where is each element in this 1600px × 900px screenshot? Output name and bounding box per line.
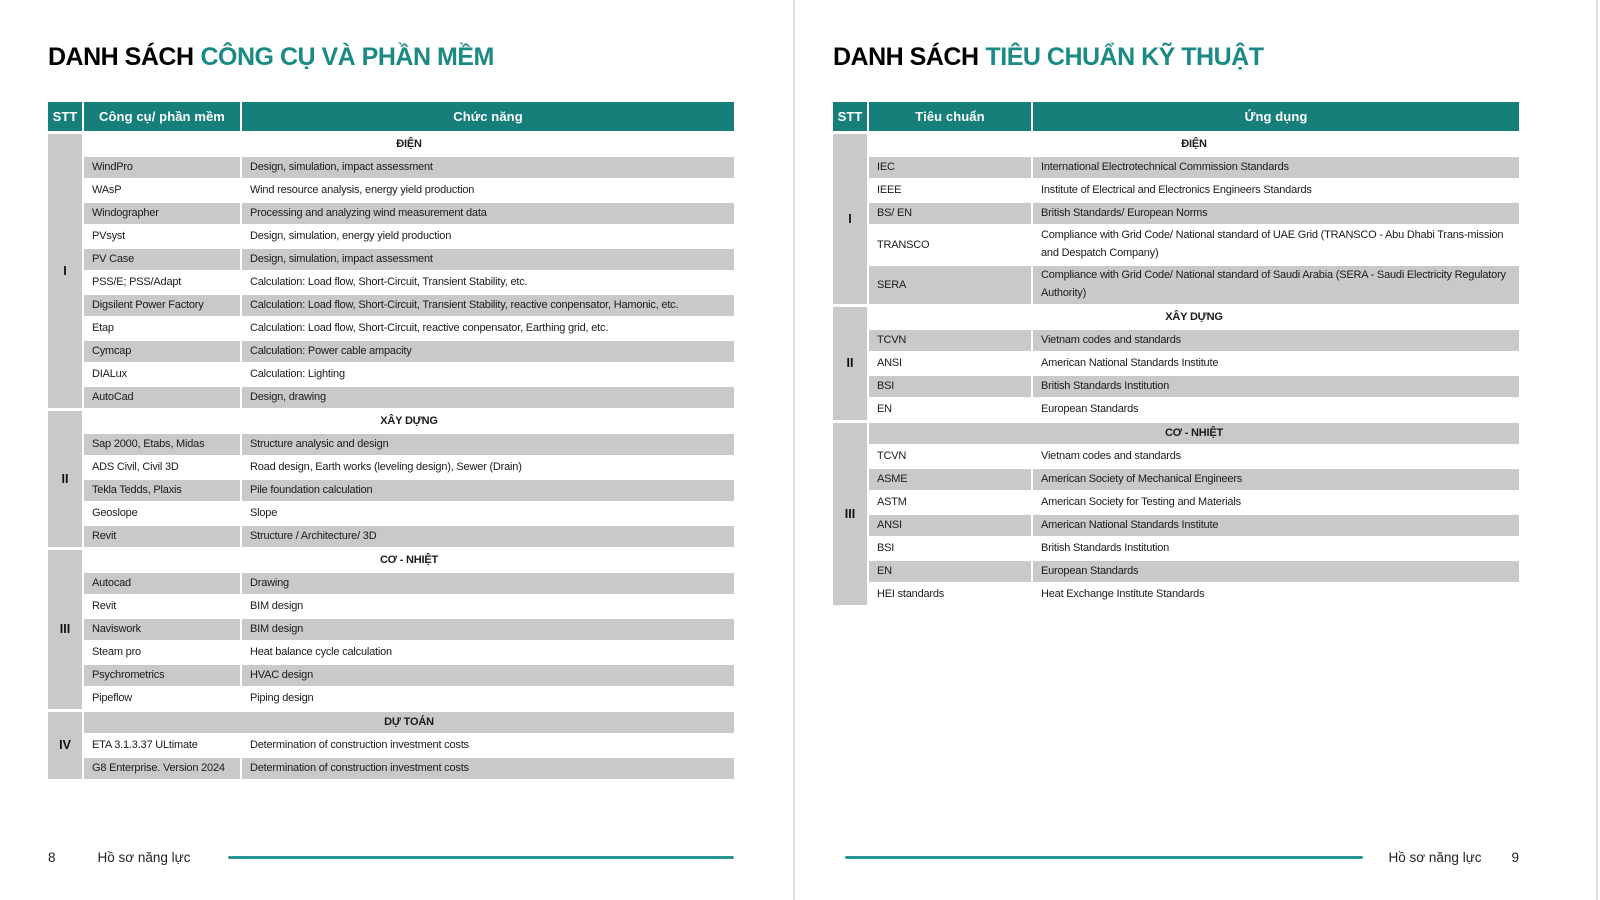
table-row <box>869 515 1519 536</box>
table-header-row <box>48 102 734 131</box>
table-section <box>48 411 734 547</box>
section-rows <box>84 134 734 408</box>
footer <box>845 846 1519 868</box>
table-row <box>869 376 1519 397</box>
page-number: 9 <box>1511 849 1519 865</box>
description-cell: Piping design <box>242 688 734 709</box>
table-row <box>869 226 1519 264</box>
section-title: DỰ TOÁN <box>84 712 734 733</box>
name-cell: PV Case <box>84 249 240 270</box>
table-section <box>833 423 1519 605</box>
description-cell: American National Standards Institute <box>1033 515 1519 536</box>
section-number-cell: III <box>833 423 867 605</box>
table-row <box>84 318 734 339</box>
name-cell: Naviswork <box>84 619 240 640</box>
name-cell: ADS Civil, Civil 3D <box>84 457 240 478</box>
table-row <box>84 180 734 201</box>
name-cell: ANSI <box>869 515 1031 536</box>
description-cell: International Electrotechnical Commission Standards <box>1033 157 1519 178</box>
name-cell: DIALux <box>84 364 240 385</box>
description-cell: Calculation: Load flow, Short-Circuit, Transient Stability, reactive conpensator, Hamonic, etc. <box>242 295 734 316</box>
name-cell: EN <box>869 561 1031 582</box>
title-accent: CÔNG CỤ VÀ PHẦN MỀM <box>200 43 494 71</box>
page-title <box>833 0 1519 72</box>
table-row <box>84 619 734 640</box>
table-section <box>833 134 1519 304</box>
description-cell: European Standards <box>1033 399 1519 420</box>
name-cell: ETA 3.1.3.37 ULtimate <box>84 735 240 756</box>
table-row <box>869 399 1519 420</box>
table-row <box>84 596 734 617</box>
name-cell: TCVN <box>869 330 1031 351</box>
description-cell: HVAC design <box>242 665 734 686</box>
table-row <box>869 446 1519 467</box>
footer-rule <box>228 856 734 859</box>
description-cell: American Society for Testing and Materials <box>1033 492 1519 513</box>
description-cell: Design, simulation, energy yield production <box>242 226 734 247</box>
table-row <box>84 735 734 756</box>
name-cell: WindPro <box>84 157 240 178</box>
table-section <box>48 134 734 408</box>
description-cell: BIM design <box>242 619 734 640</box>
section-header-row <box>84 134 734 155</box>
name-cell: Windographer <box>84 203 240 224</box>
section-title: CƠ - NHIỆT <box>869 423 1519 444</box>
table-row <box>84 272 734 293</box>
table-row <box>84 758 734 779</box>
tools-software-table <box>48 102 734 779</box>
name-cell: AutoCad <box>84 387 240 408</box>
column-header-application: Ứng dụng <box>1033 102 1519 131</box>
name-cell: Pipeflow <box>84 688 240 709</box>
column-header-tool: Công cụ/ phần mềm <box>84 102 240 131</box>
section-header-row <box>869 134 1519 155</box>
page-title <box>48 0 734 72</box>
name-cell: TCVN <box>869 446 1031 467</box>
page-left <box>0 0 793 900</box>
description-cell: Calculation: Lighting <box>242 364 734 385</box>
technical-standards-table <box>833 102 1519 605</box>
table-row <box>869 266 1519 304</box>
description-cell: Structure / Architecture/ 3D <box>242 526 734 547</box>
name-cell: Tekla Tedds, Plaxis <box>84 480 240 501</box>
description-cell: Vietnam codes and standards <box>1033 446 1519 467</box>
section-header-row <box>869 423 1519 444</box>
description-cell: Vietnam codes and standards <box>1033 330 1519 351</box>
name-cell: ASME <box>869 469 1031 490</box>
table-row <box>84 364 734 385</box>
footer <box>48 846 734 868</box>
name-cell: Sap 2000, Etabs, Midas <box>84 434 240 455</box>
section-title: CƠ - NHIỆT <box>84 550 734 571</box>
table-row <box>869 492 1519 513</box>
table-row <box>84 480 734 501</box>
section-rows <box>869 134 1519 304</box>
title-prefix: DANH SÁCH <box>48 43 194 71</box>
section-number-cell: II <box>833 307 867 420</box>
section-title: ĐIỆN <box>84 134 734 155</box>
name-cell: IEEE <box>869 180 1031 201</box>
section-title: ĐIỆN <box>869 134 1519 155</box>
title-accent: TIÊU CHUẨN KỸ THUẬT <box>985 43 1264 71</box>
table-header-row <box>833 102 1519 131</box>
footer-label: Hồ sơ năng lực <box>1388 849 1482 865</box>
section-header-row <box>84 712 734 733</box>
description-cell: Slope <box>242 503 734 524</box>
column-header-standard: Tiêu chuẩn <box>869 102 1031 131</box>
name-cell: Psychrometrics <box>84 665 240 686</box>
column-header-stt: STT <box>833 102 867 131</box>
section-rows <box>84 550 734 709</box>
table-row <box>84 295 734 316</box>
column-header-function: Chức năng <box>242 102 734 131</box>
table-row <box>869 538 1519 559</box>
table-row <box>869 584 1519 605</box>
table-row <box>869 180 1519 201</box>
name-cell: IEC <box>869 157 1031 178</box>
description-cell: Heat Exchange Institute Standards <box>1033 584 1519 605</box>
section-number-cell: IV <box>48 712 82 779</box>
name-cell: Geoslope <box>84 503 240 524</box>
section-rows <box>84 712 734 779</box>
table-row <box>869 330 1519 351</box>
section-title: XÂY DỰNG <box>84 411 734 432</box>
section-rows <box>869 307 1519 420</box>
description-cell: Wind resource analysis, energy yield production <box>242 180 734 201</box>
table-row <box>869 469 1519 490</box>
name-cell: TRANSCO <box>869 226 1031 264</box>
name-cell: Steam pro <box>84 642 240 663</box>
page-left-content <box>48 0 734 779</box>
name-cell: Revit <box>84 526 240 547</box>
page-divider <box>793 0 795 900</box>
description-cell: Calculation: Load flow, Short-Circuit, Transient Stability, etc. <box>242 272 734 293</box>
table-row <box>84 341 734 362</box>
name-cell: Digsilent Power Factory <box>84 295 240 316</box>
section-number-cell: I <box>833 134 867 304</box>
column-header-stt: STT <box>48 102 82 131</box>
section-rows <box>869 423 1519 605</box>
table-section <box>833 307 1519 420</box>
footer-rule <box>845 856 1363 859</box>
section-rows <box>84 411 734 547</box>
page-right <box>795 0 1600 900</box>
name-cell: ANSI <box>869 353 1031 374</box>
section-header-row <box>84 411 734 432</box>
description-cell: Processing and analyzing wind measurement data <box>242 203 734 224</box>
section-number-cell: I <box>48 134 82 408</box>
name-cell: ASTM <box>869 492 1031 513</box>
name-cell: Cymcap <box>84 341 240 362</box>
description-cell: Pile foundation calculation <box>242 480 734 501</box>
title-prefix: DANH SÁCH <box>833 43 979 71</box>
table-row <box>84 249 734 270</box>
description-cell: British Standards Institution <box>1033 376 1519 397</box>
table-row <box>84 642 734 663</box>
table-row <box>84 457 734 478</box>
name-cell: HEI standards <box>869 584 1031 605</box>
page-right-content <box>833 0 1519 605</box>
description-cell: Design, simulation, impact assessment <box>242 249 734 270</box>
description-cell: Design, drawing <box>242 387 734 408</box>
description-cell: British Standards/ European Norms <box>1033 203 1519 224</box>
description-cell: Road design, Earth works (leveling design), Sewer (Drain) <box>242 457 734 478</box>
name-cell: Revit <box>84 596 240 617</box>
name-cell: Etap <box>84 318 240 339</box>
table-row <box>869 353 1519 374</box>
description-cell: Heat balance cycle calculation <box>242 642 734 663</box>
description-cell: Compliance with Grid Code/ National standard of Saudi Arabia (SERA - Saudi Electricity Regulatory Authority) <box>1033 266 1519 304</box>
table-row <box>84 526 734 547</box>
name-cell: BSI <box>869 538 1031 559</box>
name-cell: BS/ EN <box>869 203 1031 224</box>
description-cell: Design, simulation, impact assessment <box>242 157 734 178</box>
description-cell: European Standards <box>1033 561 1519 582</box>
name-cell: Autocad <box>84 573 240 594</box>
description-cell: Structure analysic and design <box>242 434 734 455</box>
name-cell: WAsP <box>84 180 240 201</box>
name-cell: BSI <box>869 376 1031 397</box>
table-row <box>869 561 1519 582</box>
name-cell: PSS/E; PSS/Adapt <box>84 272 240 293</box>
table-row <box>84 665 734 686</box>
section-header-row <box>84 550 734 571</box>
table-row <box>84 157 734 178</box>
name-cell: EN <box>869 399 1031 420</box>
name-cell: G8 Enterprise. Version 2024 <box>84 758 240 779</box>
description-cell: Institute of Electrical and Electronics Engineers Standards <box>1033 180 1519 201</box>
section-header-row <box>869 307 1519 328</box>
page-number: 8 <box>48 849 56 865</box>
table-row <box>84 387 734 408</box>
section-title: XÂY DỰNG <box>869 307 1519 328</box>
section-number-cell: III <box>48 550 82 709</box>
description-cell: American Society of Mechanical Engineers <box>1033 469 1519 490</box>
table-section <box>48 712 734 779</box>
description-cell: Calculation: Power cable ampacity <box>242 341 734 362</box>
table-row <box>84 226 734 247</box>
description-cell: Determination of construction investment costs <box>242 758 734 779</box>
name-cell: PVsyst <box>84 226 240 247</box>
footer-label: Hồ sơ năng lực <box>97 849 191 865</box>
description-cell: Determination of construction investment costs <box>242 735 734 756</box>
name-cell: SERA <box>869 266 1031 304</box>
table-row <box>869 157 1519 178</box>
table-row <box>84 503 734 524</box>
table-row <box>869 203 1519 224</box>
section-number-cell: II <box>48 411 82 547</box>
description-cell: Calculation: Load flow, Short-Circuit, reactive conpensator, Earthing grid, etc. <box>242 318 734 339</box>
table-row <box>84 203 734 224</box>
description-cell: BIM design <box>242 596 734 617</box>
table-row <box>84 434 734 455</box>
table-row <box>84 573 734 594</box>
description-cell: Compliance with Grid Code/ National standard of UAE Grid (TRANSCO - Abu Dhabi Trans-mission and Despatch Company) <box>1033 226 1519 264</box>
page-edge-line <box>1596 0 1598 900</box>
description-cell: British Standards Institution <box>1033 538 1519 559</box>
table-section <box>48 550 734 709</box>
description-cell: American National Standards Institute <box>1033 353 1519 374</box>
table-row <box>84 688 734 709</box>
description-cell: Drawing <box>242 573 734 594</box>
